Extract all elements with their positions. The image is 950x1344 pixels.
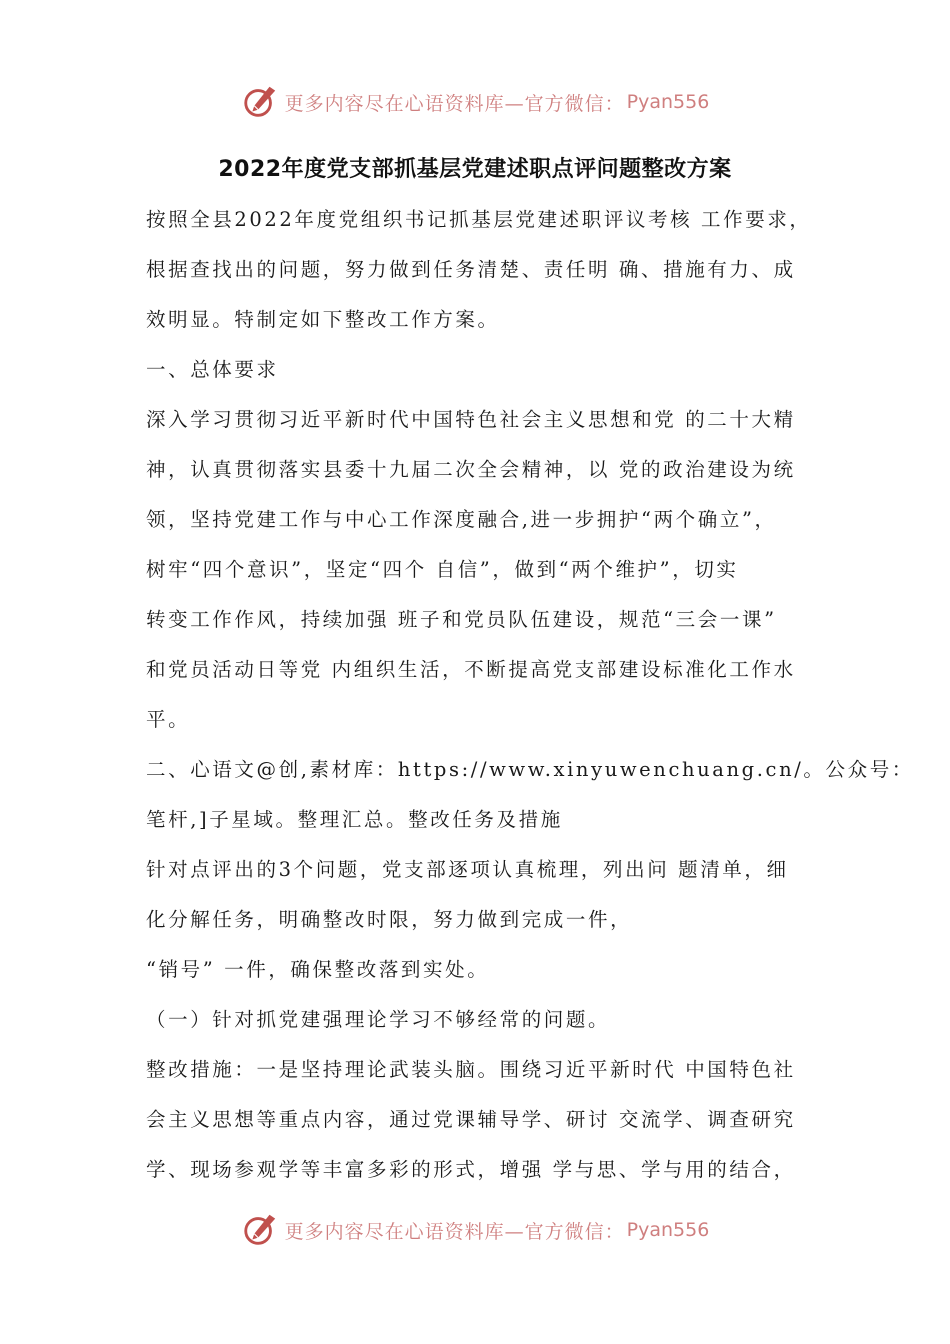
text-line: 学、现场参观学等丰富多彩的形式，增强 学与思、学与用的结合， — [146, 1158, 796, 1181]
text-line: 领，坚持党建工作与中心工作深度融合,进一步拥护“两个确立”， — [146, 508, 777, 531]
watermark-text: 更多内容尽在心语资料库—官方微信： — [284, 92, 625, 115]
watermark-account: Pyan556 — [626, 91, 710, 113]
text-line: 和党员活动日等党 内组织生活，不断提高党支部建设标准化工作水 — [146, 658, 796, 681]
document-body — [146, 195, 914, 1195]
section-heading: 二、心语文@创,素材库：https://www.xinyuwenchuang.cn/。公众号： — [146, 758, 914, 781]
watermark-account: Pyan556 — [626, 1219, 710, 1241]
section-heading: 一、总体要求 — [146, 358, 279, 381]
text-line: 深入学习贯彻习近平新时代中国特色社会主义思想和党 的二十大精 — [146, 408, 796, 431]
text-line: 神，认真贯彻落实县委十九届二次全会精神，以 党的政治建设为统 — [146, 458, 796, 481]
watermark-text: 更多内容尽在心语资料库—官方微信： — [284, 1220, 625, 1243]
document-title: 2022年度党支部抓基层党建述职点评问题整改方案 — [218, 157, 732, 182]
pen-logo-icon — [241, 1211, 279, 1249]
text-line: 树牢“四个意识”，坚定“四个 自信”，做到“两个维护”，切实 — [146, 558, 739, 581]
text-line: 平。 — [146, 708, 191, 731]
text-line: “销号” 一件，确保整改落到实处。 — [146, 958, 490, 981]
text-line: 转变工作作风，持续加强 班子和党员队伍建设，规范“三会一课” — [146, 608, 777, 631]
text-line: 会主义思想等重点内容，通过党课辅导学、研讨 交流学、调查研究 — [146, 1108, 796, 1131]
pen-logo-icon — [241, 83, 279, 121]
text-line: 效明显。特制定如下整改工作方案。 — [146, 308, 500, 331]
text-line: 化分解任务，明确整改时限，努力做到完成一件， — [146, 908, 633, 931]
text-line: 针对点评出的3个问题，党支部逐项认真梳理，列出问 题清单，细 — [146, 858, 789, 881]
text-line: 根据查找出的问题，努力做到任务清楚、责任明 确、措施有力、成 — [146, 258, 796, 281]
subsection-heading: （一）针对抓党建强理论学习不够经常的问题。 — [146, 1008, 611, 1031]
text-line: 按照全县2022年度党组织书记抓基层党建述职评议考核 工作要求， — [146, 208, 812, 231]
watermark-header — [0, 80, 950, 124]
text-line: 笔杆,]子星域。整理汇总。整改任务及措施 — [146, 808, 563, 831]
text-line: 整改措施：一是坚持理论武装头脑。围绕习近平新时代 中国特色社 — [146, 1058, 796, 1081]
watermark-footer — [0, 1208, 950, 1252]
